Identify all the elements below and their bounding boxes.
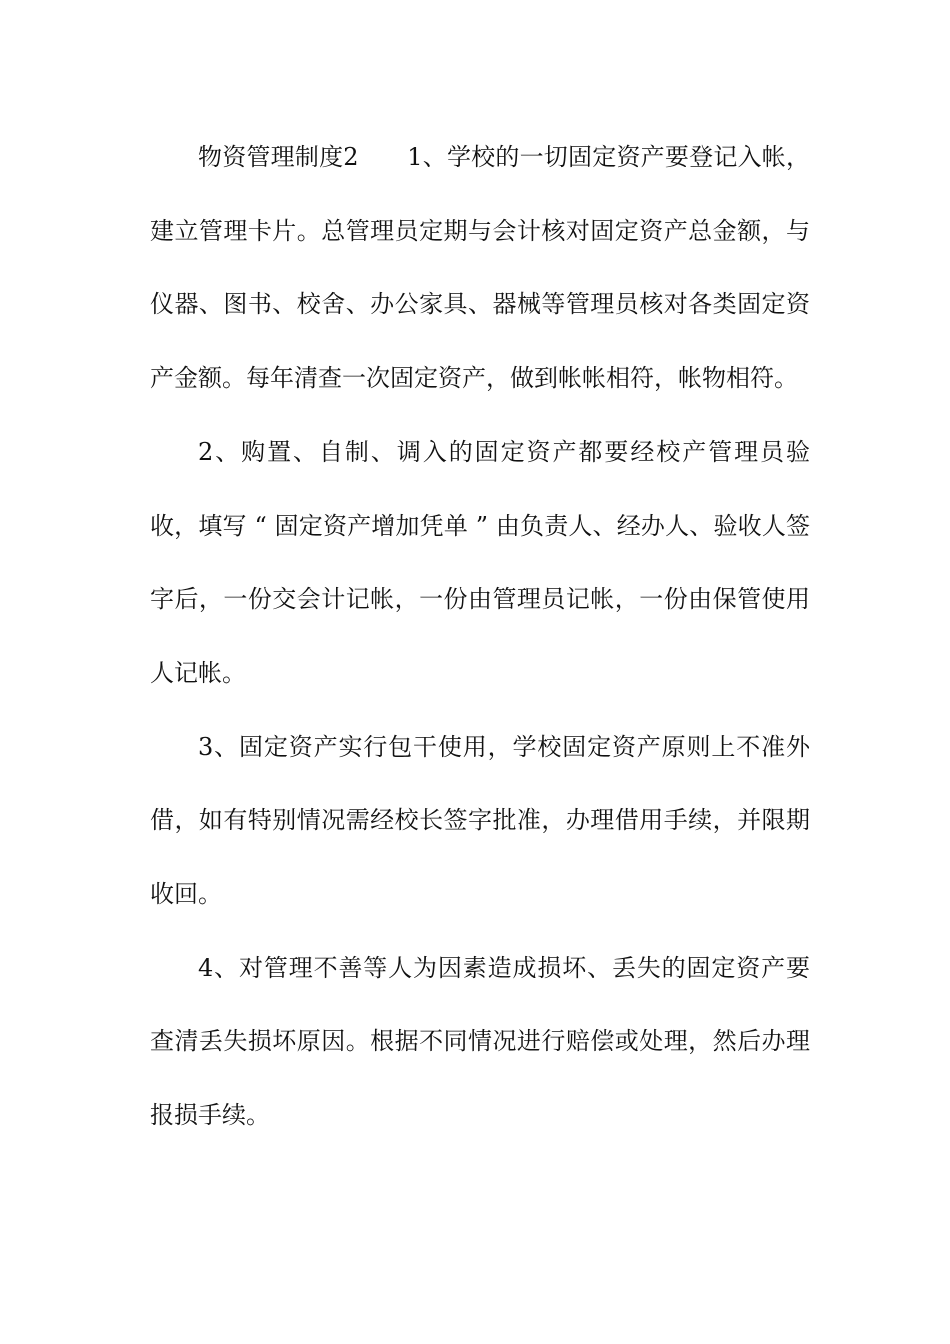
paragraph-2: 2、购置、自制、调入的固定资产都要经校产管理员验收，填写 “ 固定资产增加凭单 ” 由负责人、经办人、验收人签字后，一份交会计记帐，一份由管理员记帐，一份由保管使用人记帐。 bbox=[150, 437, 810, 687]
paragraph-4: 4、对管理不善等人为因素造成损坏、丢失的固定资产要查清丢失损坏原因。根据不同情况进行赔偿或处理，然后办理报损手续。 bbox=[150, 953, 810, 1130]
paragraph-1: 物资管理制度2 1、学校的一切固定资产要登记入帐，建立管理卡片。总管理员定期与会计核对固定资产总金额，与仪器、图书、校舍、办公家具、器械等管理员核对各类固定资产金额。每年清查一次固定资产，做到帐帐相符，帐物相符。 bbox=[150, 143, 810, 393]
document-body bbox=[150, 121, 810, 1153]
paragraph-3: 3、固定资产实行包干使用，学校固定资产原则上不准外借，如有特别情况需经校长签字批准，办理借用手续，并限期收回。 bbox=[150, 732, 810, 909]
